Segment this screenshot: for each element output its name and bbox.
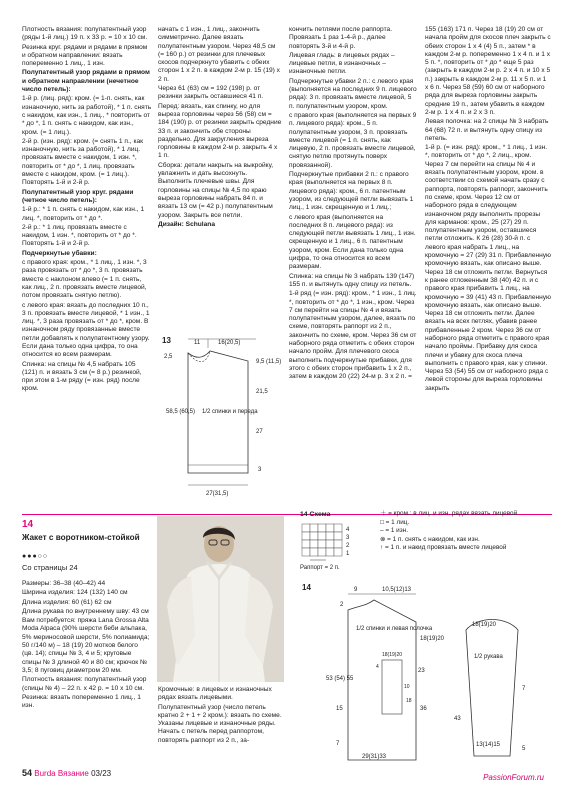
dim-label: 2	[340, 602, 344, 608]
dim-label: 27(31,5)	[206, 491, 229, 497]
piece-label: 1/2 спинки и левая полочка	[356, 626, 433, 632]
dim-label: 10	[404, 684, 410, 690]
dim-label: 16(20,5)	[218, 340, 241, 346]
diagram-number: 14	[302, 583, 311, 592]
para: 1-й р. (= изн. ряд): кром., * 1 лиц., 1 изн. *, повторить от * до *, 2 лиц., кром. Через 7 см перейти на спицы № 4 и вязать полупатентным узором, кром. в соответствии со схемой начать сразу с раппорта, повторять раппорт, закончить по схеме, кром. Через 12 см от наборного ряда в следующем изнаночном ряду выполнить прорезы для карманов: кром., 25 (27) 29 п. полупатентным узором, оставшиеся петли отложить. К 26 (28) 30-й п. с левого края набрать 1 лиц., на кромочную = 27 (29) 31 п. Прибавленную кромочную вязать, как описано выше. Через 18 см отложить петли. Вернуться к ранее отложенным 38 (40) 42 п. и с правого края прибавить 1 лиц., на кромочную = 39 (41) 43 п. Прибавленную кромочную вязать, как описано выше. Через 18 см отложить петли. Далее вязать на всех петлях, убавив ранее прибавленные 2 кром. Через 36 см от наборного ряда отметить с правого края начало проймы. Прибавку для скоса плечи и убавку для скоса плеча выполнить с правого края, как у спинки. Через 53 (54) 55 см от наборного ряда с левой стороны для выреза горловины закрыть	[425, 144, 552, 392]
legend-item: ⊗ = 1 п. снять с накидом, как изн.	[380, 535, 480, 543]
instructions-col-5	[158, 686, 282, 746]
dim-label: 18(19)20	[420, 636, 445, 642]
para: Полупатентный узор (число петель кратно 2 + 1 + 2 кром.): вязать по схеме. Указаны лицевые и изнаночные ряды. Начать с петель перед раппортом, повторять раппорт из 2 п., за-	[158, 703, 282, 744]
dim-label: 11	[194, 340, 201, 346]
instructions-col-4	[425, 26, 551, 394]
para: 1-й р.: * 1 п. снять с накидом, как изн., 1 лиц. *, повторить от * до *.	[22, 206, 145, 222]
dim-label: 29(31)33	[362, 754, 387, 760]
page-number: 54	[22, 768, 33, 778]
pocket	[382, 660, 402, 714]
para: 2-й р. (изн. ряд): кром. (= снять 1 п., как изнаночную, нить за работой), * 1 лиц. провязать вместе с накидом, 1 изн. *, повторить от * до *, 1 лиц. провязать вместе с накидом, кром. (= 1 лиц.). Повторять 1-й и 2-й р.	[22, 137, 144, 187]
row-number: 3	[346, 535, 350, 541]
instructions-col-1	[22, 26, 152, 395]
para: Плотность вязания: полупатентный узор (ряды 1-й лиц.) 19 п. х 33 р. = 10 х 10 см.	[22, 26, 148, 42]
para: Подчеркнутые убавки 2 п.: с левого края (выполняется на последних 9 п. лицевого ряда): 3 п. провязать вместе лицевой, 5 п. полупатентным узором, кром.	[289, 77, 417, 110]
para: 1-й ряд (= изн. ряд): кром., * 1 изн., 1 лиц. *, повторить от * до *, 1 изн., кром. Через 7 см перейти на спицы № 4 и вязать полупатентным узором, далее, вязать по схеме, повторять раппорт из 2 п., закончить по схеме, кром. Через 36 см от наборного ряда отметить с обеих сторон начало пройм. Для плечевого скоса выполнить подчеркнутые прибавки, для этого с обеих сторон прибавить 1 х 2 п., затем в каждом 20 (22) 24-м р. 3 х 2 п. =	[289, 290, 417, 381]
diagram-number: 13	[162, 336, 171, 345]
para: Подчеркнутые убавки:	[22, 249, 97, 257]
dim-label: 13(14)15	[476, 742, 501, 748]
pattern-diagram-13	[158, 333, 284, 503]
para: Длина рукава по внутреннему шву: 43 см	[22, 607, 149, 615]
para: Перед: вязать, как спинку, но для выреза горловины через 56 (58) см = 184 (190) р. от резинки закрыть средние 33 п. и закончить обе стороны раздельно. Для закругления выреза горловины в каждом 2-м р. закрыть 4 х 1 п.	[158, 102, 282, 160]
dim-label: 18(19)20	[472, 622, 497, 628]
dim-label: 3	[258, 467, 262, 473]
para: Лицевая гладь: в лицевых рядах – лицевые петли, в изнаночных – изнаночные петли.	[289, 51, 395, 76]
dim-label: 7	[336, 741, 340, 747]
para: Длина изделия: 60 (61) 62 см	[22, 598, 112, 606]
legend-text: = 1 изн.	[385, 527, 408, 534]
dim-label: 10,5(12)13	[382, 587, 412, 593]
para: с правого края: кром., * 1 лиц., 1 изн. *, 3 раза провязать от * до *, 3 п. провязать вместе с наклоном влево (= 1 п. снять, как лиц., 2 п. провязать вместе лицевой, потом провязать снятую петлю).	[22, 259, 147, 300]
para: 1-й р. (лиц. ряд): кром. (= 1-п. снять, как изнаночную, нить за работой), * 1 п. снять с накидом, как изн., 1 лиц., * повторить от * до *, 1 п. снять с накидом, как изн., кром. (= 1 лиц.).	[22, 95, 152, 136]
para: Спинка: на спицы № 4,5 набрать 105 (121) п. и вязать 3 см (= 8 р.) резинкой, при этом в 1-м ряду (= изн. ряд) после кром.	[22, 360, 142, 393]
para: Подчеркнутые прибавки 2 п.: с правого края (выполняется на первых 8 п. лицевого ряда): кром., 6 п. патентным узором, из следующей петли вывязать 1 лиц., 1 изн. скрещенную и 1 лиц.;	[289, 171, 414, 212]
para: Через 61 (63) см = 192 (198) р. от резинки закрыть оставшиеся 41 п.	[158, 85, 264, 101]
para: Вам потребуется: пряжа Lana Grossa Alta Moda Alpaca (90% шерсти беби альпака, 5% мериносовой шерсти, 5% полиамида; 50 г/140 м) – 18 (19) 20 мотков белого (цв. 14); спицы № 3, 4 и 5; круговые спицы № 3 длиной 40 и 80 см; крючок № 3,5; 8 пуговиц диаметром 20 мм.	[22, 617, 150, 674]
rapport-label: Раппорт = 2 п.	[300, 565, 340, 571]
para: Плотность вязания: полупатентный узор (спицы № 4) – 22 п. х 42 р. = 10 х 10 см.	[22, 676, 147, 692]
dim-label: 18(19)20	[382, 652, 403, 658]
row-number: 4	[346, 527, 350, 533]
item-14-specs	[22, 580, 150, 711]
para: 2-й р.: * 1 лиц. провязать вместе с накидом, 1 изн. *, повторить от * до *. Повторять 1-й и 2-й р.	[22, 223, 137, 248]
legend-item: ＋ = кром.: в лиц. и изн. рядах вязать лицевой	[380, 510, 518, 517]
watermark: PassionForum.ru	[483, 773, 544, 782]
piece-label: 1/2 рукава	[474, 654, 503, 660]
legend-text: = 1 п. снять с накидом, как изн.	[387, 535, 480, 543]
legend-text: = кром.: в лиц. и изн. рядах вязать лицевой	[388, 510, 518, 517]
chart-legend	[380, 510, 517, 553]
para: Полупатентный узор рядами в прямом и обратном направлении (нечетное число петель):	[22, 69, 150, 94]
dim-label: 18	[406, 698, 412, 704]
legend-item: ↑ = 1 п. и накид провязать вместе лицевой	[380, 544, 507, 551]
dim-label: 53 (54) 55	[326, 676, 354, 682]
para: с правого края (выполняется на первых 9 п. лицевого ряда): кром., 5 п. полупатентным узором, 3 п. провязать вместе лицевой (= 1 п. снять, как лицевую, 2 п. провязать вместе лицевой, снятую петлю протянуть поверх провязанной).	[289, 111, 417, 169]
piece-label: 1/2 спинки и переда	[202, 409, 258, 415]
dim-label: 36	[420, 706, 427, 712]
dim-label: 27	[256, 429, 263, 435]
para: Резинка круг. рядами и рядами в прямом и обратном направлении: вязать попеременно 1 лиц., 1 изн.	[22, 43, 148, 68]
legend-text: = 1 п. и накид провязать вместе лицевой	[384, 544, 507, 551]
para: Ширина изделия: 124 (132) 140 см	[22, 589, 128, 597]
para: Размеры: 36–38 (40–42) 44	[22, 580, 106, 587]
para: Полупатентный узор круг. рядами (четное число петель):	[22, 188, 134, 204]
dim-label: 9	[354, 587, 358, 593]
dim-label: 43	[454, 716, 461, 722]
designer: Дизайн: Schulana	[158, 220, 215, 228]
item-title: Жакет с воротником-стойкой	[22, 533, 140, 542]
dim-label: 21,5	[256, 389, 268, 395]
para: Кромочные: в лицевых и изнаночных рядах вязать лицевыми.	[158, 686, 272, 702]
para: Спинка: на спицы № 3 набрать 139 (147) 155 п. и вытянуть одну спицу из петель.	[289, 272, 415, 288]
legend-item: □ = 1 лиц.	[380, 518, 410, 526]
magazine-brand: Burda Вязание	[34, 769, 89, 778]
item-number: 14	[22, 519, 34, 530]
page-footer	[22, 768, 111, 778]
see-page-link[interactable]: Со страницы 24	[22, 563, 78, 572]
para: 155 (163) 171 п. Через 18 (19) 20 см от начала пройм для скосов плеч закрыть с обеих сторон 1 х 4 (4) 5 п., затем * в каждом 2-м р. попеременно 1 х 4 п. и 1 х 5 п. *, повторить от * до * еще 5 раз (закрыть в каждом 2-м р. 2 х 4 п. и 10 х 5 п.) закрыть в каждом 2-м р. 11 х 5 п. и 1 х 6 п. Через 58 (59) 60 см от наборного ряда для выреза горловины закрыть средние 19 п., затем убавить в каждом 2-м р. 1 х 4 п. и 2 х 3 п.	[425, 26, 551, 116]
model-photo	[157, 516, 284, 682]
dim-label: 5	[522, 746, 526, 752]
row-number: 1	[346, 551, 350, 557]
para: кончить петлями после раппорта. Провязать 1 раз 1-4-й р., далее повторять 3-й и 4-й р.	[289, 26, 393, 50]
para: Левая полочка: на 2 спицы № 3 набрать 64 (68) 72 п. и вытянуть одну спицу из петель.	[425, 118, 549, 142]
dim-label: 7	[522, 686, 526, 692]
issue-number: 03/23	[91, 769, 112, 778]
legend-text: = 1 лиц.	[385, 518, 410, 526]
para: Сборка: детали накрыть на выкройку, увлажнить и дать высохнуть. Выполнить плечевые швы. Для горловины на спицы № 4,5 по краю выреза горловины набрать 84 п. и вязать 13 см (= 42 р.) полупатентным узором. Закрыть все петли.	[158, 161, 274, 219]
pattern-diagram-14	[296, 580, 556, 765]
para: с левого края: вязать до последних 10 п., 3 п. провязать вместе лицевой, * 1 изн., 1 лиц. *, 3 раза провязать от * до *, кром. В изнаночном ряду провязанные вместе петли добавлять к полупатентному узору. Если дана только одна цифра, то она относится ко всем размерам.	[22, 301, 150, 359]
instructions-col-3	[289, 26, 417, 382]
sleeve-outline	[466, 620, 518, 757]
dim-label: 15	[336, 706, 343, 712]
schema-title: 14 Схема	[300, 511, 331, 518]
dim-label: 2,5	[164, 354, 173, 360]
para: начать с 1 изн., 1 лиц., закончить симметрично. Далее вязать полупатентным узором. Через 48,5 см (= 160 р.) от резинки для плечевых скосов подчеркнуто убавить с обеих сторон 1 х 2 п. в каждом 2-м р. 15 (19) х 2 п.	[158, 26, 280, 83]
para: Резинка: вязать попеременно 1 лиц., 1 изн.	[22, 693, 141, 710]
dim-label: 23	[418, 668, 425, 674]
dim-label: 58,5 (60,5)	[166, 409, 196, 415]
row-number: 2	[346, 543, 350, 549]
dim-label: 9,5 (11,5)	[256, 359, 282, 365]
difficulty-rating: ●●●○○	[22, 553, 49, 560]
para: с левого края (выполняется на последних 8 п. лицевого ряда): из следующей петли вывязать 1 лиц., 1 изн. скрещенную и 1 лиц., 6 п. патентным узором, кром. Если дана только одна цифра, то она относится ко всем размерам.	[289, 213, 416, 271]
stitch-chart	[298, 520, 370, 572]
dim-label: 4	[376, 664, 379, 670]
instructions-col-2	[158, 26, 282, 230]
legend-item: – = 1 изн.	[380, 527, 408, 534]
